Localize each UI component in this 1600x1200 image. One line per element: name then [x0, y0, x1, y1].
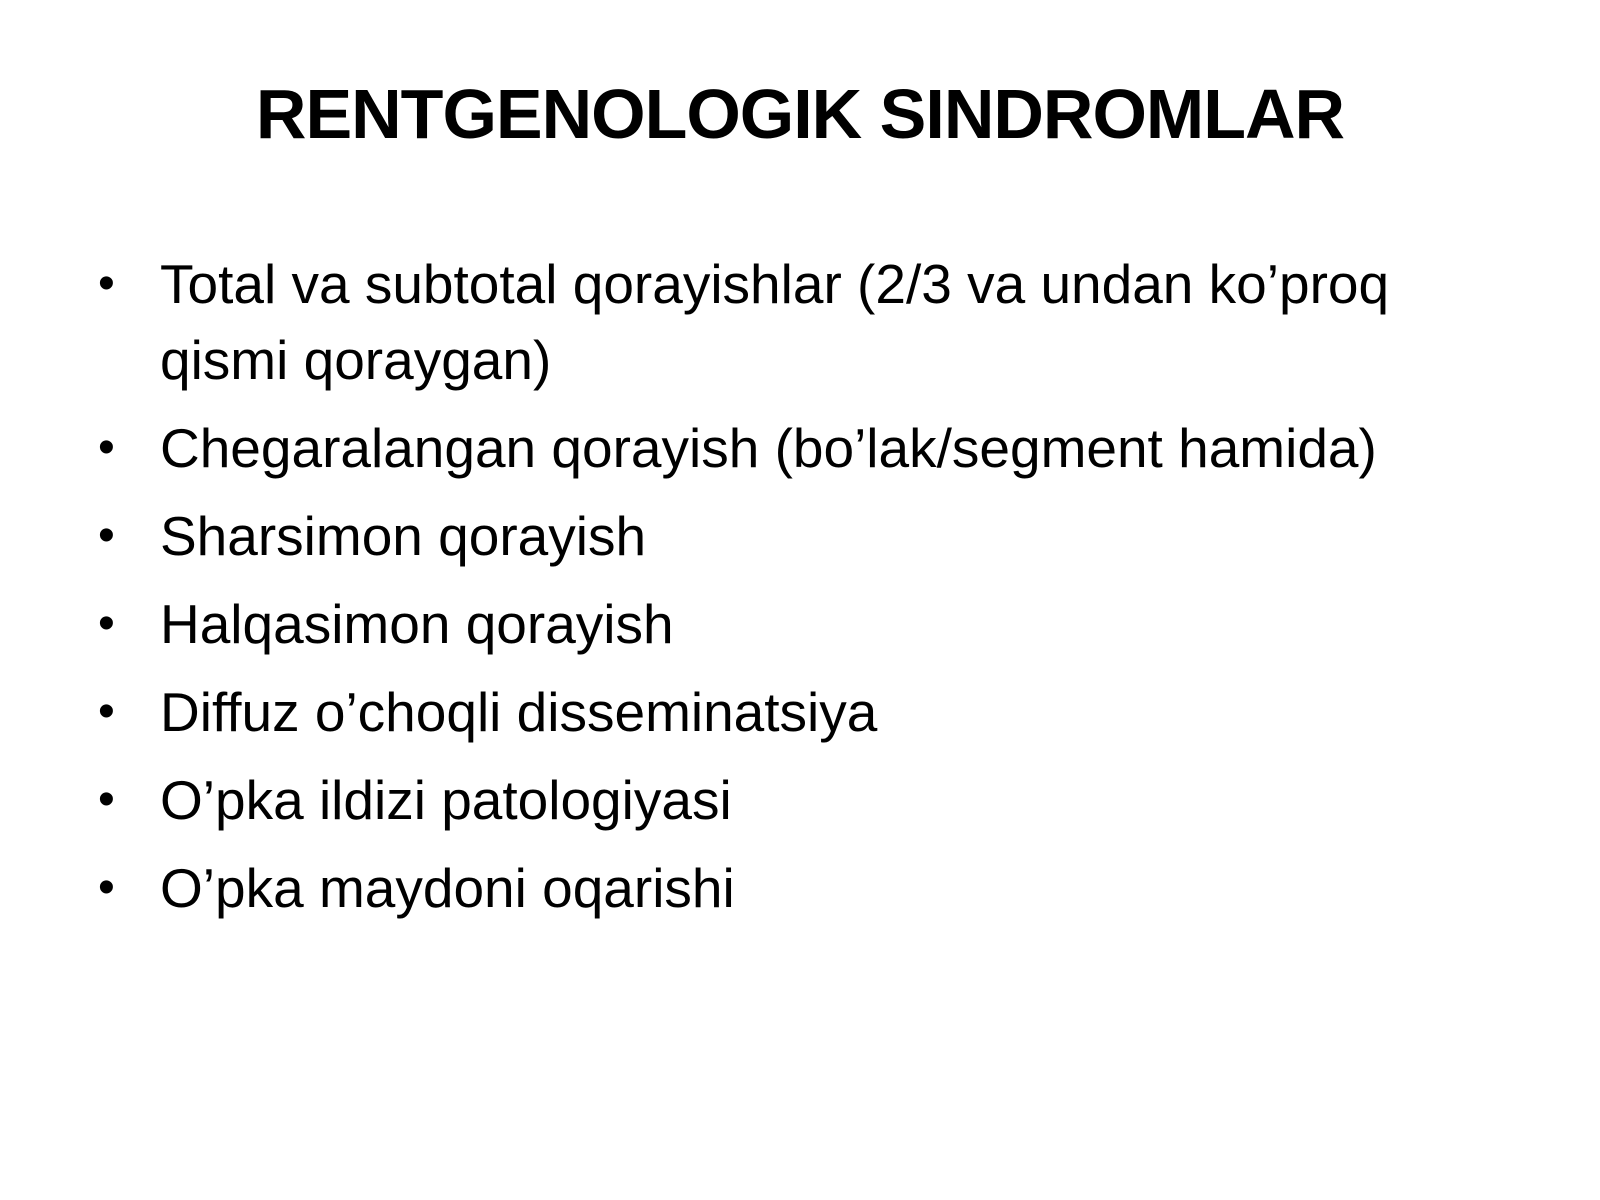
- bullet-list: [92, 246, 1512, 938]
- bullet-item-sharsimon: [92, 498, 1512, 574]
- bullet-item-diffuz: [92, 674, 1512, 750]
- bullet-item-opka-ildizi: [92, 762, 1512, 838]
- bullet-text: Diffuz o’choqli disseminatsiya: [160, 681, 878, 743]
- bullet-text: Sharsimon qorayish: [160, 505, 647, 567]
- bullet-text: O’pka maydoni oqarishi: [160, 857, 735, 919]
- bullet-text: Total va subtotal qorayishlar (2/3 va undan ko’proq qismi qoraygan): [160, 253, 1390, 391]
- bullet-icon: •: [98, 597, 115, 650]
- bullet-icon: •: [98, 509, 115, 562]
- slide-title: RENTGENOLOGIK SINDROMLAR: [255, 75, 1345, 153]
- bullet-text: O’pka ildizi patologiyasi: [160, 769, 732, 831]
- bullet-item-chegaralangan: [92, 410, 1512, 486]
- bullet-text: Chegaralangan qorayish (bo’lak/segment hamida): [160, 417, 1377, 479]
- bullet-text: Halqasimon qorayish: [160, 593, 674, 655]
- bullet-icon: •: [98, 421, 115, 474]
- bullet-icon: •: [98, 257, 115, 310]
- bullet-icon: •: [98, 861, 115, 914]
- bullet-item-opka-maydoni: [92, 850, 1512, 926]
- bullet-icon: •: [98, 773, 115, 826]
- bullet-icon: •: [98, 685, 115, 738]
- bullet-item-total-subtotal: [92, 246, 1512, 398]
- bullet-item-halqasimon: [92, 586, 1512, 662]
